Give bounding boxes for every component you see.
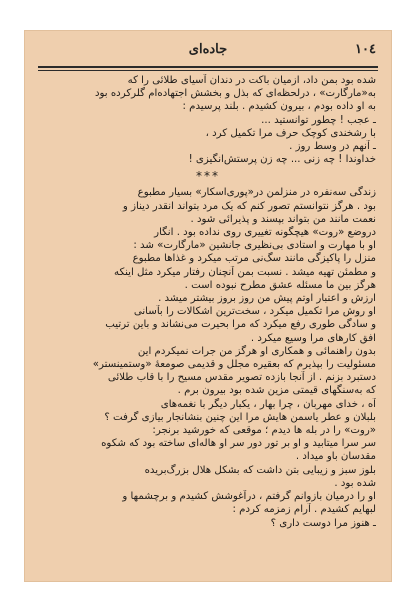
text-line: زندگی سه‌نفره در منزلمن در«پوری‌اسکار» بسیار مطبوع	[137, 187, 376, 199]
text-line: خداوندا ! چه زنی ... چه زن پرستش‌انگیزی !	[188, 154, 376, 166]
text-line: او را درمیان بازوانم گرفتم ، درآغوشش کشیدم و برچشمها و	[122, 491, 376, 503]
page-number: ۱۰٤	[355, 42, 376, 57]
text-line: بلوز سبز و زیبایی بتن داشت که بشکل هلال بزرگ‌بریده	[144, 464, 376, 476]
text-line: دروضع «روت» هیچگونه تغییری روی نداده بود . انگار	[154, 227, 376, 239]
text-line: منزل را پاکیزگی مانند سگ‌نی مرتب میکرد و غذاها مطبوع	[132, 253, 376, 265]
text-line: شده بود .	[334, 477, 376, 489]
text-line: بلبلان و عطر یاسمن هایش مرا این چنین بنشانجار بیازی گرفت ؟	[104, 411, 376, 423]
text-line: او با مهارت و استادی بی‌نظیری جانشین «مارگارت» شد :	[133, 240, 376, 252]
text-line: دستبرد بزنم . از آنجا بازده تصویر مقدس مسیح را با قاب طلائی	[107, 372, 376, 384]
text-line: ـ آنهم در وسط روز .	[289, 141, 376, 153]
text-line: و سادگی طوری رفع میکرد که مرا بحیرت می‌نشاند و باین ترتیب	[105, 319, 376, 331]
text-line: مسئولیت را بپذیرم که بعقیره مجلل و قدیمی صومعهٔ «وستمینستر»	[92, 359, 376, 371]
page-header	[38, 40, 378, 66]
text-line: مقدسان باو میداد .	[295, 451, 376, 463]
text-line: هرگز بین ما مسئله عشق مطرح نبوده است .	[184, 279, 376, 291]
section-divider-stars: ***	[196, 169, 220, 184]
text-line: آه ، خدای مهربان ، چرا بهار ، یکبار دیگر با نغمه‌های	[160, 398, 376, 410]
text-line: او روش مرا تکمیل میکرد ، سخت‌ترین اشکالات را بآسانی	[133, 306, 376, 318]
body-text	[40, 74, 376, 530]
header-rule-thick	[38, 66, 378, 68]
header-rule-thin	[38, 70, 378, 71]
text-section-1	[40, 74, 376, 166]
text-line: بود . هرگز نتوانستم تصور کنم که یک مرد بتواند انقدر دیناز و	[122, 200, 376, 212]
text-line: بدون راهنمائی و همکاری او هرگز من جرات نمیکردم این	[137, 345, 376, 357]
text-line: به«مارگارت» ، درلحظه‌ای که بذل و بخشش اجتهاده‌ام گلرکرده بود	[94, 88, 376, 100]
text-line: لبهایم کشیدم . آرام زمزمه کردم :	[232, 504, 376, 516]
text-line: شده بود بمن داد، ازمیان باکت در دندان آسیای طلائی را که	[127, 75, 376, 86]
text-line: ارزش و اعتبار اوتم پیش من روز بروز بیشتر میشد .	[158, 293, 376, 305]
text-line: با رشخندی کوچک حرف مرا تکمیل کرد ،	[205, 127, 376, 139]
text-line: افق کارهای مرا وسیع میکرد .	[250, 332, 376, 344]
text-section-2	[40, 186, 376, 529]
text-line: و مطمئن تهیه میشد . نسبت بمن آنچنان رفتار میکرد مثل اینکه	[113, 266, 376, 278]
text-line: که به‌سنگهای قیمتی مزین شده بود بیرون برم .	[177, 385, 376, 397]
text-line: «روت» را در بله ها دیدم ؛ موقعی که خورشید برنجر:	[152, 425, 376, 437]
text-line: سر سرا میتابید و او بر تور دور سر او هاله‌ای ساخته بود که شکوه	[101, 438, 376, 450]
text-line: نعمت مانند من بتواند بپسند و پذیرائی شود .	[190, 213, 376, 225]
book-page	[24, 30, 392, 582]
text-line: ـ عجب ! چطور توانستید ...	[261, 114, 376, 126]
text-line: ـ هنوز مرا دوست داری ؟	[270, 517, 376, 529]
running-title: جاده‌ای	[188, 42, 228, 57]
text-line: به‌ او داده بودم ، بیرون کشیدم . بلند پرسیدم :	[182, 101, 376, 113]
